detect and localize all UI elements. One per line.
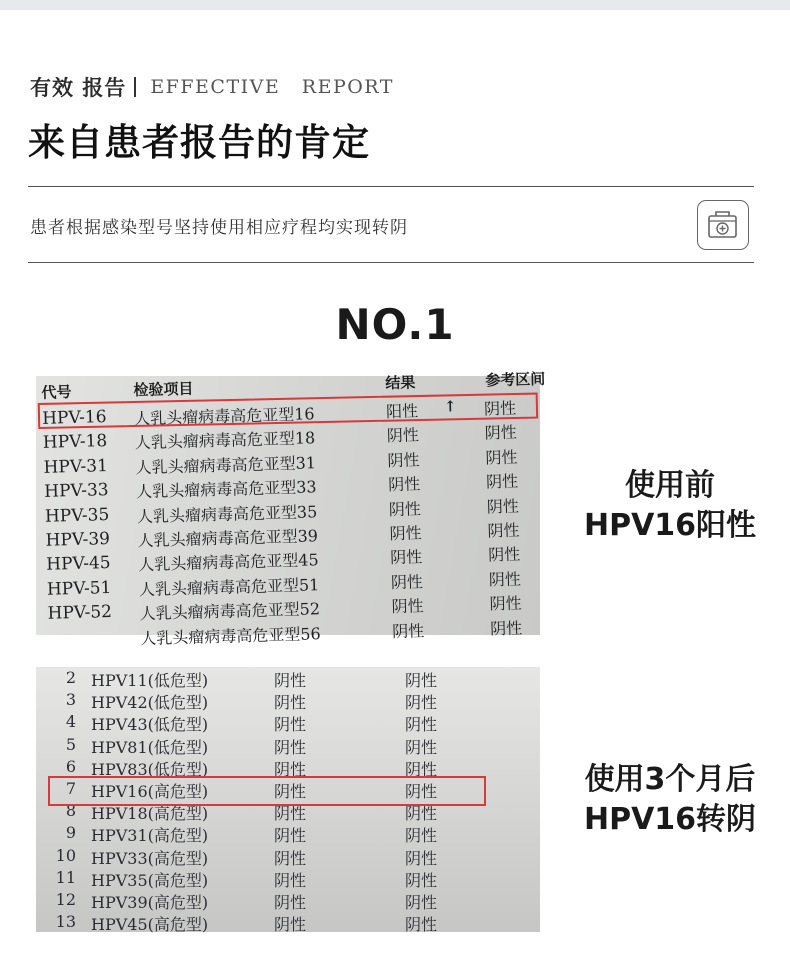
cell-result: 阴性 xyxy=(274,715,307,735)
cell-result: 阴性 xyxy=(274,737,307,757)
medical-kit-icon xyxy=(697,200,749,250)
cell-number: 11 xyxy=(55,867,76,887)
cell-result: 阳性 xyxy=(385,401,419,422)
table-row xyxy=(36,689,540,711)
cell-ref: 阴性 xyxy=(483,398,517,419)
cell-number: 8 xyxy=(65,801,76,821)
cell-ref: 阴性 xyxy=(405,893,438,912)
cell-result: 阴性 xyxy=(274,893,307,912)
cell-item: 人乳头瘤病毒高危亚型52 xyxy=(139,599,321,624)
cell-ref: 阴性 xyxy=(405,804,438,824)
cell-result: 阴性 xyxy=(390,572,424,592)
column-header-code: 代号 xyxy=(41,383,72,402)
cell-item: 人乳头瘤病毒高危亚型33 xyxy=(136,477,317,502)
caption-before xyxy=(555,466,785,546)
cell-code: HPV-18 xyxy=(42,431,108,454)
cell-item: HPV43(低危型) xyxy=(91,715,209,735)
cell-ref: 阴性 xyxy=(405,870,438,890)
cell-result: 阴性 xyxy=(274,759,307,779)
cell-code: HPV-39 xyxy=(45,529,111,551)
cell-item: HPV18(高危型) xyxy=(91,804,209,824)
cell-number: 12 xyxy=(55,890,76,909)
cell-item: HPV81(低危型) xyxy=(91,737,209,757)
cell-ref: 阴性 xyxy=(405,826,438,846)
cell-number: 13 xyxy=(55,912,76,932)
cell-ref: 阴性 xyxy=(405,759,438,779)
cell-result: 阴性 xyxy=(274,782,307,801)
cell-ref: 阴性 xyxy=(488,569,522,590)
cell-flag: ↑ xyxy=(443,397,457,416)
cell-code: HPV-52 xyxy=(47,602,113,624)
table-row xyxy=(36,711,540,733)
caption-before-line1: 使用前 xyxy=(625,468,715,503)
cell-result: 阴性 xyxy=(386,425,420,446)
cell-ref: 阴性 xyxy=(405,737,438,757)
cell-result: 阴性 xyxy=(387,450,420,471)
cell-result: 阴性 xyxy=(274,671,307,690)
caption-before-line2: HPV16阳性 xyxy=(583,508,757,543)
cell-ref: 阴性 xyxy=(489,618,523,639)
cell-result: 阴性 xyxy=(274,915,307,935)
cell-ref: 阴性 xyxy=(405,848,438,868)
cell-item: 人乳头瘤病毒高危亚型35 xyxy=(136,501,318,526)
cell-result: 阴性 xyxy=(392,620,425,641)
top-band xyxy=(0,0,790,10)
column-header-ref: 参考区间 xyxy=(485,369,546,390)
cell-ref: 阴性 xyxy=(485,471,519,492)
cell-result: 阴性 xyxy=(389,523,422,544)
divider-bottom xyxy=(28,262,754,263)
cell-result: 阴性 xyxy=(388,498,422,519)
cell-result: 阴性 xyxy=(391,596,424,617)
cell-ref: 阴性 xyxy=(487,544,521,565)
cell-item: HPV39(高危型) xyxy=(91,893,209,912)
cell-item: HPV83(低危型) xyxy=(91,759,209,779)
divider-top xyxy=(28,186,754,187)
table-row xyxy=(36,867,540,889)
kicker-en: EFFECTIVE REPORT xyxy=(150,76,394,98)
cell-item: HPV35(高危型) xyxy=(91,870,209,890)
cell-result: 阴性 xyxy=(274,848,307,868)
cell-number: 7 xyxy=(65,779,76,798)
cell-item: HPV16(高危型) xyxy=(91,782,209,801)
column-header-item: 检验项目 xyxy=(133,379,194,400)
cell-item: 人乳头瘤病毒高危亚型31 xyxy=(135,453,317,478)
cell-ref: 阴性 xyxy=(405,915,438,935)
cell-ref: 阴性 xyxy=(484,422,518,443)
cell-ref: 阴性 xyxy=(489,593,522,614)
page-subtitle: 患者根据感染型号坚持使用相应疗程均实现转阴 xyxy=(30,218,408,238)
cell-number: 10 xyxy=(55,845,76,865)
cell-result: 阴性 xyxy=(389,547,423,568)
kicker-divider xyxy=(134,77,136,97)
cell-ref: 阴性 xyxy=(405,693,438,713)
page-title: 来自患者报告的肯定 xyxy=(28,121,370,164)
cell-ref: 阴性 xyxy=(487,520,520,541)
cell-item: 人乳头瘤病毒高危亚型16 xyxy=(133,404,315,429)
case-label: NO.1 xyxy=(335,300,455,349)
cell-number: 2 xyxy=(65,668,76,687)
section-kicker xyxy=(30,72,394,102)
cell-result: 阴性 xyxy=(274,693,307,713)
caption-after-line1: 使用3个月后 xyxy=(584,762,756,797)
cell-ref: 阴性 xyxy=(405,715,438,735)
cell-code: HPV-16 xyxy=(41,407,107,429)
cell-number: 4 xyxy=(65,712,76,732)
cell-number: 5 xyxy=(65,734,76,754)
cell-result: 阴性 xyxy=(274,870,307,890)
cell-number: 3 xyxy=(65,690,76,710)
cell-code: HPV-33 xyxy=(43,480,109,502)
table-row xyxy=(36,822,540,844)
cell-code: HPV-35 xyxy=(44,504,110,527)
cell-item: 人乳头瘤病毒高危亚型39 xyxy=(137,526,319,551)
table-row xyxy=(36,734,540,756)
kicker-cn: 有效 报告 xyxy=(30,76,127,100)
cell-code: HPV-31 xyxy=(43,455,109,478)
table-row xyxy=(36,911,540,933)
cell-number: 6 xyxy=(65,756,76,776)
column-header-result: 结果 xyxy=(385,373,416,393)
caption-after-line2: HPV16转阴 xyxy=(583,802,757,837)
cell-item: HPV45(高危型) xyxy=(91,915,209,935)
cell-code: HPV-45 xyxy=(46,553,111,576)
cell-ref: 阴性 xyxy=(405,671,438,690)
cell-item: 人乳头瘤病毒高危亚型45 xyxy=(138,550,319,575)
table-row xyxy=(36,845,540,867)
cell-result: 阴性 xyxy=(274,826,307,846)
cell-item: 人乳头瘤病毒高危亚型56 xyxy=(140,623,321,648)
cell-ref: 阴性 xyxy=(405,782,438,801)
cell-ref: 阴性 xyxy=(485,447,518,468)
cell-item: 人乳头瘤病毒高危亚型51 xyxy=(138,574,320,600)
cell-item: HPV11(低危型) xyxy=(91,671,209,690)
cell-ref: 阴性 xyxy=(486,496,520,517)
cell-item: HPV33(高危型) xyxy=(91,848,209,868)
highlight-box-after xyxy=(48,776,486,806)
cell-item: 人乳头瘤病毒高危亚型18 xyxy=(134,428,316,453)
caption-after xyxy=(555,760,785,840)
cell-code: HPV-51 xyxy=(46,577,112,600)
cell-result: 阴性 xyxy=(387,474,421,495)
table-row xyxy=(36,667,540,689)
cell-item: HPV31(高危型) xyxy=(91,826,209,846)
table-row xyxy=(36,889,540,911)
cell-number: 9 xyxy=(65,823,76,843)
cell-item: HPV42(低危型) xyxy=(91,693,209,713)
table-row xyxy=(36,756,540,778)
cell-result: 阴性 xyxy=(274,804,307,824)
